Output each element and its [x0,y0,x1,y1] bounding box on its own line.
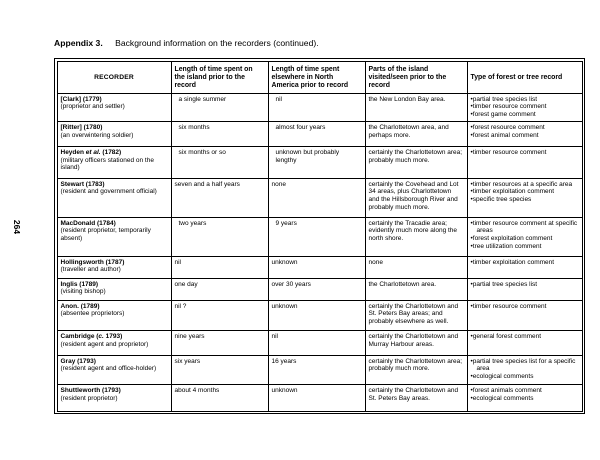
forest-record-item: • tree utilization comment [471,243,579,251]
forest-record-item: • ecological comments [471,395,579,403]
forest-record-list [471,181,579,204]
recorder-role: (military officers stationed on the island) [60,156,154,172]
forest-record-list [471,149,579,157]
parts-cell: certainly the Charlottetown and Murray Harbour areas. [365,331,467,355]
time-elsewhere-cell: unknown [268,385,365,411]
forest-record-item: • ecological comments [471,373,579,381]
header-forest: Type of forest or tree record [467,61,582,93]
recorder-cell [57,147,171,179]
forest-record-item: • timber resource comment [471,303,579,311]
recorder-cell [57,385,171,411]
time-island-cell: six months or so [171,147,268,179]
table-row [57,385,582,411]
recorder-name: [Clark] (1779) [60,95,102,103]
forest-record-item: • timber exploitation comment [471,259,579,267]
table-row [57,256,582,278]
recorder-name: Anon. (1789) [60,302,100,310]
recorder-role: (resident and government official) [60,188,157,196]
forest-record-cell [467,178,582,217]
recorder-cell [57,278,171,300]
table-row [57,178,582,217]
parts-cell: certainly the Charlottetown and St. Peters Bay areas. [365,385,467,411]
recorder-name: Inglis (1789) [60,280,99,288]
forest-record-item: • partial tree species list [471,281,579,289]
forest-record-cell [467,256,582,278]
forest-record-list [471,333,579,341]
forest-record-item: • timber exploitation comment [471,188,579,196]
forest-record-item: • forest exploitation comment [471,235,579,243]
header-time-island: Length of time spent on the island prior to the record [171,61,268,93]
forest-record-cell [467,385,582,411]
recorder-name: Stewart (1783) [60,180,105,188]
recorder-cell [57,217,171,256]
time-elsewhere-cell: unknown but probably lengthy [268,147,365,179]
recorder-name-part: et al. [85,149,101,157]
recorder-cell [57,355,171,384]
recorder-name: Hollingsworth (1787) [60,258,125,266]
header-recorder: RECORDER [57,61,171,93]
recorder-role: (an overwintering soldier) [60,131,134,139]
forest-record-item: • forest animal comment [471,132,579,140]
time-elsewhere-cell: none [268,178,365,217]
time-elsewhere-cell: 16 years [268,355,365,384]
forest-record-item: • specific tree species [471,196,579,204]
caption-text: Background information on the recorders (continued). [115,38,319,48]
appendix-label: Appendix 3. [54,38,103,48]
forest-record-cell [467,217,582,256]
table-row [57,355,582,384]
time-island-cell: nil ? [171,300,268,331]
table-row [57,278,582,300]
parts-cell: the New London Bay area. [365,93,467,121]
parts-cell: the Charlottetown area. [365,278,467,300]
recorder-role: (resident proprietor) [60,394,118,402]
forest-record-cell [467,147,582,179]
parts-cell: certainly the Charlottetown area; probably much more. [365,147,467,179]
recorder-cell [57,256,171,278]
forest-record-list [471,358,579,381]
table-row [57,93,582,121]
parts-cell: none [365,256,467,278]
recorder-cell [57,300,171,331]
recorder-cell [57,178,171,217]
recorder-cell [57,93,171,121]
time-island-cell: two years [171,217,268,256]
header-parts: Parts of the island visited/seen prior to the record [365,61,467,93]
time-elsewhere-cell: over 30 years [268,278,365,300]
forest-record-item: • timber resource comment at specific areas [471,220,579,235]
time-island-cell: one day [171,278,268,300]
time-elsewhere-cell: unknown [268,256,365,278]
time-island-cell: nine years [171,331,268,355]
recorder-role: (traveller and author) [60,266,121,274]
parts-cell: the Charlottetown area, and perhaps more. [365,121,467,146]
forest-record-cell [467,121,582,146]
forest-record-list [471,387,579,402]
time-island-cell: nil [171,256,268,278]
forest-record-item: • partial tree species list for a specific area [471,358,579,373]
parts-cell: certainly the Charlottetown area; probably much more. [365,355,467,384]
time-elsewhere-cell: unknown [268,300,365,331]
forest-record-list [471,220,579,250]
table-caption [54,38,319,48]
forest-record-list [471,124,579,139]
time-elsewhere-cell: nil [268,93,365,121]
recorder-role: (resident agent and proprietor) [60,341,149,349]
table-row [57,147,582,179]
header-row [57,61,582,93]
forest-record-item: • partial tree species list [471,96,579,104]
header-time-elsewhere: Length of time spent elsewhere in North America prior to record [268,61,365,93]
parts-cell: certainly the Charlottetown and St. Peters Bay areas; and probably elsewhere as well. [365,300,467,331]
table-row [57,217,582,256]
forest-record-item: • timber resources at a specific area [471,181,579,189]
forest-record-list [471,303,579,311]
recorder-cell [57,331,171,355]
forest-record-item: • forest animals comment [471,387,579,395]
recorder-name-part: c. [98,333,104,341]
table-row [57,331,582,355]
forest-record-item: • timber resource comment [471,149,579,157]
time-island-cell: about 4 months [171,385,268,411]
time-elsewhere-cell: 9 years [268,217,365,256]
time-island-cell: six years [171,355,268,384]
recorders-table-frame [54,58,585,414]
forest-record-cell [467,278,582,300]
recorder-name-part: 1793) [103,333,123,341]
forest-record-cell [467,331,582,355]
recorder-name: [Ritter] (1780) [60,123,103,131]
parts-cell: certainly the Tracadie area; evidently much more along the north shore. [365,217,467,256]
forest-record-item: • general forest comment [471,333,579,341]
recorder-cell [57,121,171,146]
recorder-name [61,333,168,341]
forest-record-cell [467,93,582,121]
recorder-role: (absentee proprietors) [60,310,125,318]
forest-record-cell [467,300,582,331]
recorder-role: (resident agent and office-holder) [60,365,157,373]
forest-record-list [471,259,579,267]
forest-record-item: • forest resource comment [471,124,579,132]
page-number: 264 [12,219,23,235]
table-body [57,93,582,411]
time-island-cell: a single summer [171,93,268,121]
recorder-role: (resident proprietor, temporarily absent) [60,227,151,242]
recorder-name-part: Heyden [60,149,86,157]
table-row [57,300,582,331]
recorder-name [61,149,168,157]
forest-record-item: • timber resource comment [471,103,579,111]
time-elsewhere-cell: almost four years [268,121,365,146]
forest-record-cell [467,355,582,384]
forest-record-list [471,281,579,289]
recorder-name: Shuttleworth (1793) [60,387,121,395]
parts-cell: certainly the Covehead and Lot 34 areas, plus Charlottetown and the Hillsborough River and probably much more. [365,178,467,217]
forest-record-item: • forest game comment [471,111,579,119]
table-row [57,121,582,146]
time-island-cell: six months [171,121,268,146]
time-island-cell: seven and a half years [171,178,268,217]
recorder-name-part: Cambridge ( [60,333,99,341]
recorder-role: (proprietor and settler) [60,103,125,111]
time-elsewhere-cell: nil [268,331,365,355]
recorder-name-part: (1782) [100,149,122,157]
recorder-name: MacDonald (1784) [60,219,116,227]
forest-record-list [471,96,579,119]
recorders-table [57,61,583,412]
recorder-name: Gray (1793) [60,357,96,365]
recorder-role: (visiting bishop) [60,288,106,296]
